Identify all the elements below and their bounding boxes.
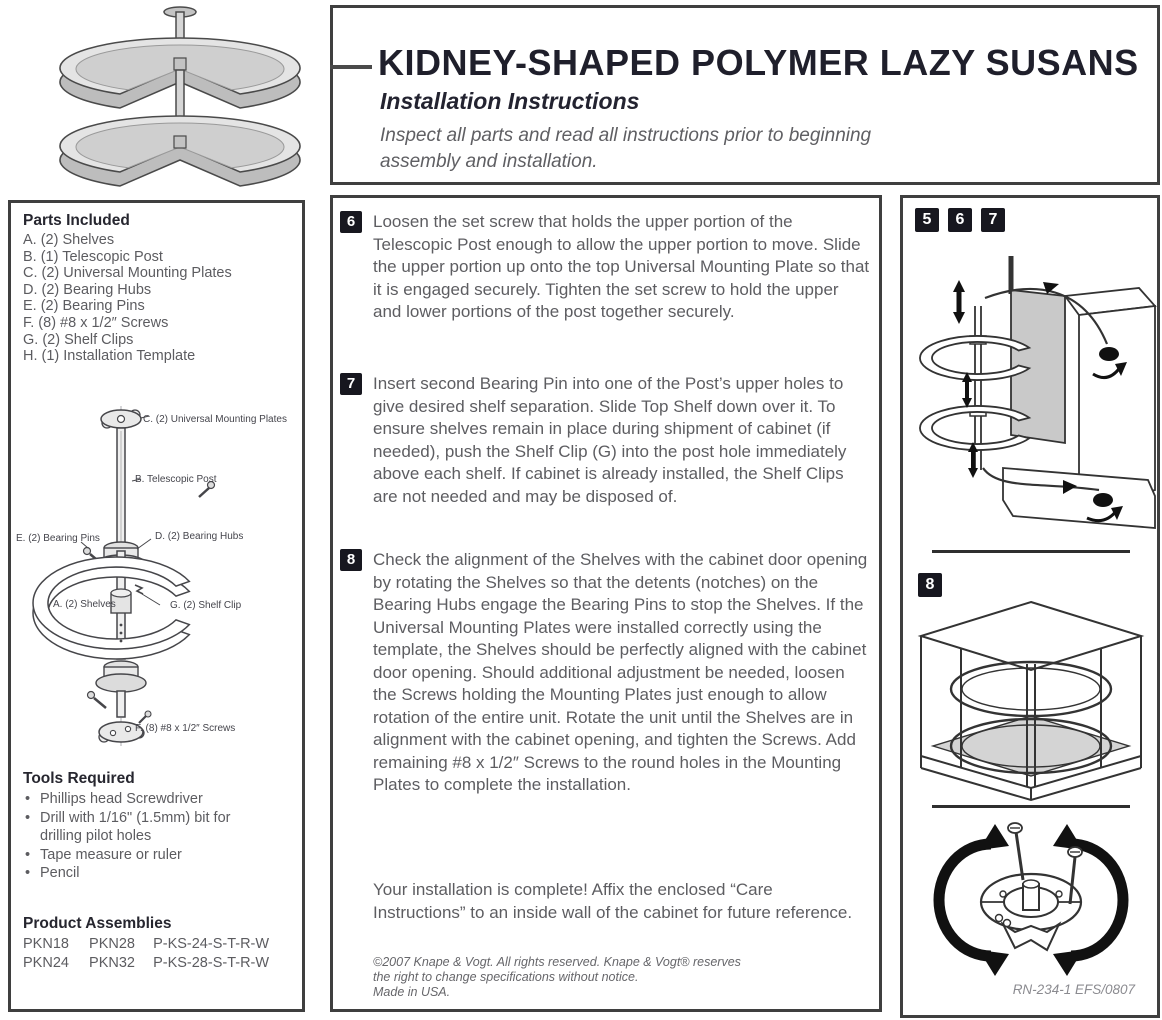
figure-step-badges: [915, 208, 1005, 232]
assembly-code: PKN18: [23, 936, 69, 952]
copyright-line: ©2007 Knape & Vogt. All rights reserved. Knape & Vogt® reserves: [373, 955, 741, 969]
section-divider: [932, 805, 1130, 808]
parts-list-item: F. (8) #8 x 1/2″ Screws: [23, 314, 169, 331]
header-box: [330, 5, 1160, 185]
badge-8: 8: [918, 573, 942, 597]
parts-list-item: A. (2) Shelves: [23, 232, 115, 248]
tools-list-item: • Tape measure or ruler: [23, 846, 275, 865]
parts-list-item: D. (2) Bearing Hubs: [23, 281, 152, 298]
assembly-code: P-KS-28-S-T-R-W: [153, 955, 270, 971]
step-8: [340, 549, 871, 797]
parts-list-item: E. (2) Bearing Pins: [23, 298, 145, 315]
step-7: [340, 373, 871, 508]
product-illustration: [40, 0, 320, 196]
badge-5: 5: [915, 208, 939, 232]
parts-panel: [8, 200, 305, 1012]
badge-7: 7: [981, 208, 1005, 232]
assembly-code: PKN28: [89, 936, 135, 952]
badge-6: 6: [948, 208, 972, 232]
copyright-line: the right to change specifications without notice.: [373, 970, 639, 984]
label-shelves: A. (2) Shelves: [53, 599, 116, 610]
cabinet-install-figure: [903, 238, 1157, 540]
completion-note: Your installation is complete! Affix the enclosed “Care Instructions” to an inside wall of the cabinet for future reference.: [373, 880, 853, 922]
step-6-badge: 6: [340, 211, 362, 233]
document-code: RN-234-1 EFS/0807: [1012, 982, 1135, 997]
step-6-text: Loosen the set screw that holds the upper portion of the Telescopic Post enough to allow the upper portion to move. Slide the upper portion up onto the top Universal Mounting Plate so that it is engaged securely. Tighten the set screw to hold the upper and lower portions of the post together securely.: [373, 212, 870, 321]
label-bearing-pins: E. (2) Bearing Pins: [16, 533, 100, 544]
label-telescopic-post: B. Telescopic Post: [135, 474, 217, 485]
parts-included-heading: Parts Included: [23, 212, 130, 229]
step-7-badge: 7: [340, 373, 362, 395]
step-7-text: Insert second Bearing Pin into one of the Post’s upper holes to give desired shelf separation. Slide Top Shelf down over it. To ensure shelves remain in place during shipment of cabinet (if needed), push the Shelf Clip (G) into the post hole immediately above each shelf. If cabinet is already installed, the Shelf Clips are not needed and may be disposed of.: [373, 374, 847, 506]
label-bearing-hubs: D. (2) Bearing Hubs: [155, 531, 244, 542]
section-divider: [932, 550, 1130, 553]
parts-list: [23, 232, 232, 365]
assembly-code: P-KS-24-S-T-R-W: [153, 936, 270, 952]
page-title: KIDNEY-SHAPED POLYMER LAZY SUSANS: [378, 42, 1139, 83]
parts-list-item: H. (1) Installation Template: [23, 348, 196, 365]
parts-list-item: G. (2) Shelf Clips: [23, 331, 134, 348]
tools-list-item: • Phillips head Screwdriver: [23, 790, 275, 809]
tools-list-item: • Drill with 1/16" (1.5mm) bit for drilling pilot holes: [23, 809, 275, 846]
label-screws: F. (8) #8 x 1/2″ Screws: [135, 723, 236, 734]
parts-list-item: C. (2) Universal Mounting Plates: [23, 265, 232, 282]
figures-panel: [900, 195, 1160, 1018]
title-dash: [330, 65, 372, 69]
assembly-row: [23, 936, 269, 952]
parts-list-item: B. (1) Telescopic Post: [23, 248, 163, 265]
tools-list: [23, 790, 275, 883]
step-8-badge: 8: [340, 549, 362, 571]
page-subtitle: Installation Instructions: [380, 88, 640, 114]
exploded-assembly-diagram: [11, 401, 305, 753]
tools-required-heading: Tools Required: [23, 770, 135, 787]
step-6: [340, 211, 871, 324]
instructions-panel: [330, 195, 882, 1012]
label-shelf-clip: G. (2) Shelf Clip: [170, 600, 242, 611]
assembly-code: PKN32: [89, 955, 135, 971]
label-mounting-plates: C. (2) Universal Mounting Plates: [143, 414, 287, 425]
corner-cabinet-figure: [903, 594, 1157, 802]
rotation-adjust-figure: [903, 814, 1157, 982]
header-note: Inspect all parts and read all instructions prior to beginning assembly and installation.: [380, 125, 872, 172]
copyright-line: Made in USA.: [373, 985, 451, 999]
assembly-code: PKN24: [23, 955, 69, 971]
step-8-text: Check the alignment of the Shelves with the cabinet door opening by rotating the Shelves so that the detents (notches) on the Bearing Hubs engage the Bearing Pins to stop the Shelves. If the Universal Mounting Plates were installed correctly using the template, the Shelves should be perfectly aligned with the cabinet door opening. Should additional adjustment be needed, loosen the Screws holding the Mounting Plates just enough to allow rotation of the entire unit. Rotate the unit until the Shelves are in alignment with the cabinet opening, and tighten the Screws. Add remaining #8 x 1/2″ Screws to the round holes in the Mounting Plates to complete the installation.: [373, 550, 868, 794]
assembly-row: [23, 955, 269, 971]
product-assemblies-heading: Product Assemblies: [23, 915, 172, 932]
tools-list-item: • Pencil: [23, 864, 275, 883]
